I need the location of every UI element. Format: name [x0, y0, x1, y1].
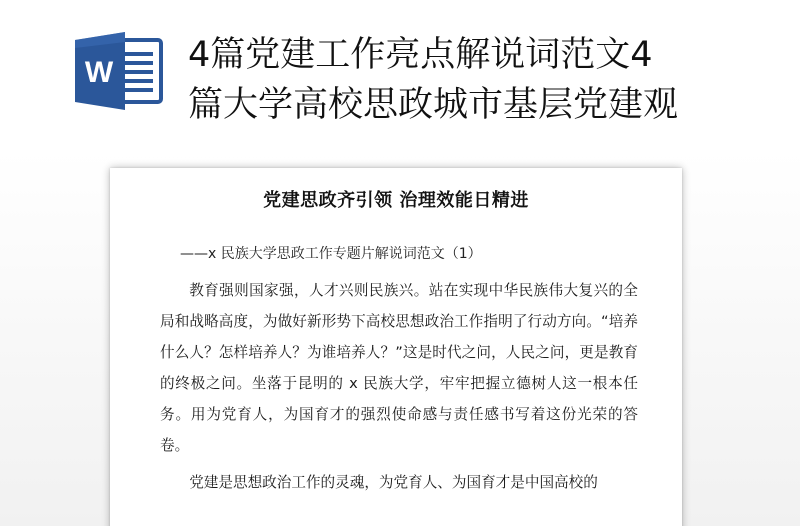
page-title	[188, 30, 788, 130]
document-body	[160, 275, 638, 504]
document-sheet	[110, 168, 682, 526]
word-document-icon	[75, 30, 165, 112]
paragraph-1: 教育强则国家强，人才兴则民族兴。站在实现中华民族伟大复兴的全局和战略高度，为做好新形势下高校思想政治工作指明了行动方向。“培养什么人？怎样培养人？为谁培养人？”这是时代之问，人民之问，更是教育的终极之问。坐落于昆明的 x 民族大学，牢牢把握立德树人这一根本任务。用为党育人，为国育才的强烈使命感与责任感书写着这份光荣的答卷。	[160, 282, 638, 454]
word-icon-letter: W	[84, 56, 114, 89]
title-line-1: 4篇党建工作亮点解说词范文4	[188, 35, 653, 75]
title-line-2: 篇大学高校思政城市基层党建观	[188, 85, 679, 125]
header	[0, 0, 800, 140]
document-title: 党建思政齐引领 治理效能日精进	[263, 190, 529, 211]
document-subtitle: ——x 民族大学思政工作专题片解说词范文（1）	[180, 246, 482, 262]
paragraph-2: 党建是思想政治工作的灵魂，为党育人、为国育才是中国高校的	[189, 474, 598, 491]
